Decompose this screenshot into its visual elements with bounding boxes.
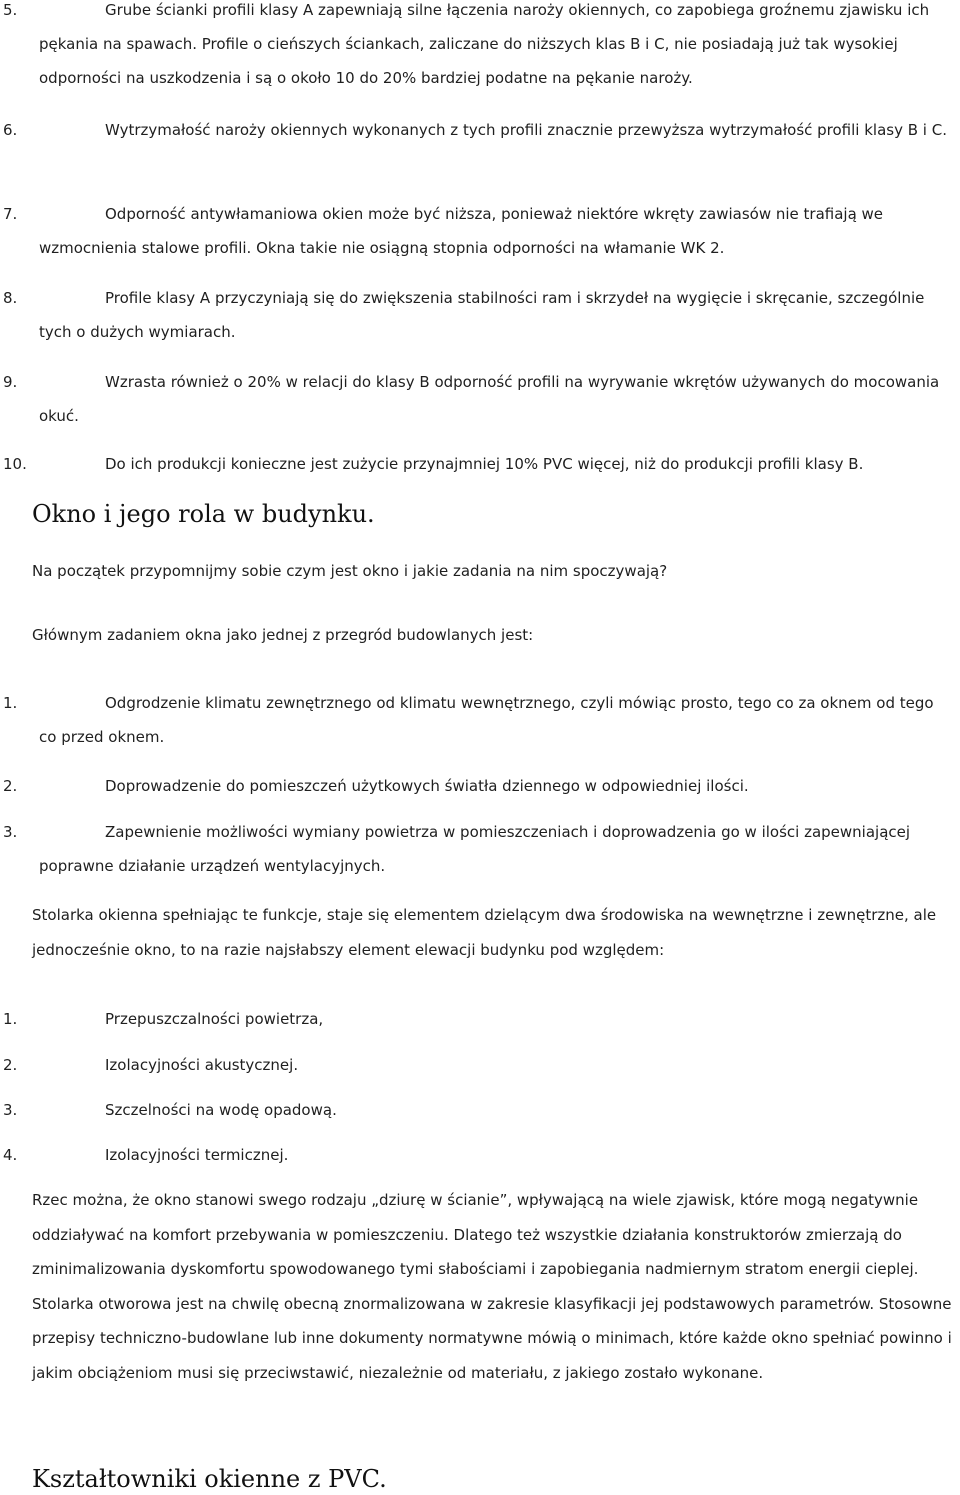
list-number: 3.: [3, 823, 18, 841]
list-text: Do ich produkcji konieczne jest zużycie przynajmniej 10% PVC więcej, niż do produkcji profili klasy B.: [105, 455, 864, 473]
list-text: Izolacyjności akustycznej.: [105, 1056, 299, 1074]
list-text: Szczelności na wodę opadową.: [105, 1101, 337, 1119]
list-text: Wzrasta również o 20% w relacji do klasy B odporność profili na wyrywanie wkrętów używanych do mocowania okuć.: [39, 373, 940, 425]
list-item-3: [0, 1093, 955, 1127]
list-item-4: [0, 1138, 955, 1172]
list-number: 9.: [3, 373, 18, 391]
list-item-2: [0, 769, 955, 803]
list-item-8: [0, 281, 955, 349]
list-item-3: [0, 815, 955, 883]
list-item-5: [0, 0, 955, 95]
intro-paragraph: Na początek przypomnijmy sobie czym jest okno i jakie zadania na nim spoczywają?: [32, 562, 668, 580]
list-item-7: [0, 197, 955, 265]
intro-paragraph: Głównym zadaniem okna jako jednej z przegród budowlanych jest:: [32, 626, 534, 644]
list-item-1: [0, 1002, 955, 1036]
list-number: 3.: [3, 1101, 18, 1119]
list-item-6: [0, 113, 955, 147]
list-number: 6.: [3, 121, 18, 139]
list-number: 8.: [3, 289, 18, 307]
list-item-1: [0, 686, 955, 754]
section-heading: Okno i jego rola w budynku.: [32, 500, 375, 528]
list-text: Doprowadzenie do pomieszczeń użytkowych światła dziennego w odpowiedniej ilości.: [105, 777, 749, 795]
body-paragraph: Rzec można, że okno stanowi swego rodzaju „dziurę w ścianie”, wpływającą na wiele zjawisk, które mogą negatywnie oddziaływać na komfort przebywania w pomieszczeniu. Dlatego też wszystkie działania konstruktorów zmierzają do zminimalizowania dyskomfortu spowodowanego tymi słabościami i zapobiegania nadmiernym stratom energii cieplej. Stolarka otworowa jest na chwilę obecną znormalizowana w zakresie klasyfikacji jej podstawowych parametrów. Stosowne przepisy techniczno-budowlane lub inne dokumenty normatywne mówią o minimach, które każde okno spełniać powinno i jakim obciążeniom musi się przeciwstawić, niezależnie od materiału, z jakiego zostało wykonane.: [32, 1191, 952, 1382]
list-text: Grube ścianki profili klasy A zapewniają silne łączenia naroży okiennych, co zapobiega groźnemu zjawisku ich pękania na spawach. Profile o cieńszych ściankach, zaliczane do niższych klas B i C, nie posiadają już tak wysokiej odporności na uszkodzenia i są o około 10 do 20% bardziej podatne na pękanie naroży.: [39, 1, 930, 87]
list-number: 10.: [3, 455, 27, 473]
body-paragraph: Stolarka okienna spełniając te funkcje, staje się elementem dzielącym dwa środowiska na wewnętrzne i zewnętrzne, ale jednocześnie okno, to na razie najsłabszy element elewacji budynku pod względem:: [32, 906, 937, 959]
list-text: Przepuszczalności powietrza,: [105, 1010, 324, 1028]
list-number: 7.: [3, 205, 18, 223]
list-text: Profile klasy A przyczyniają się do zwiększenia stabilności ram i skrzydeł na wygięcie i skręcanie, szczególnie tych o dużych wymiarach.: [39, 289, 925, 341]
list-item-2: [0, 1048, 955, 1082]
list-item-10: [0, 447, 955, 481]
list-text: Odgrodzenie klimatu zewnętrznego od klimatu wewnętrznego, czyli mówiąc prosto, tego co za oknem od tego co przed oknem.: [39, 694, 934, 746]
list-number: 2.: [3, 777, 18, 795]
list-text: Wytrzymałość naroży okiennych wykonanych z tych profili znacznie przewyższa wytrzymałość profili klasy B i C.: [105, 121, 947, 139]
list-number: 5.: [3, 1, 18, 19]
section-heading: Kształtowniki okienne z PVC.: [32, 1465, 387, 1493]
list-number: 1.: [3, 694, 18, 712]
list-number: 4.: [3, 1146, 18, 1164]
list-text: Odporność antywłamaniowa okien może być niższa, ponieważ niektóre wkręty zawiasów nie trafiają we wzmocnienia stalowe profili. Okna takie nie osiągną stopnia odporności na włamanie WK 2.: [39, 205, 884, 257]
list-number: 1.: [3, 1010, 18, 1028]
list-item-9: [0, 365, 955, 433]
list-text: Izolacyjności termicznej.: [105, 1146, 289, 1164]
list-number: 2.: [3, 1056, 18, 1074]
list-text: Zapewnienie możliwości wymiany powietrza w pomieszczeniach i doprowadzenia go w ilości zapewniającej poprawne działanie urządzeń wentylacyjnych.: [39, 823, 911, 875]
